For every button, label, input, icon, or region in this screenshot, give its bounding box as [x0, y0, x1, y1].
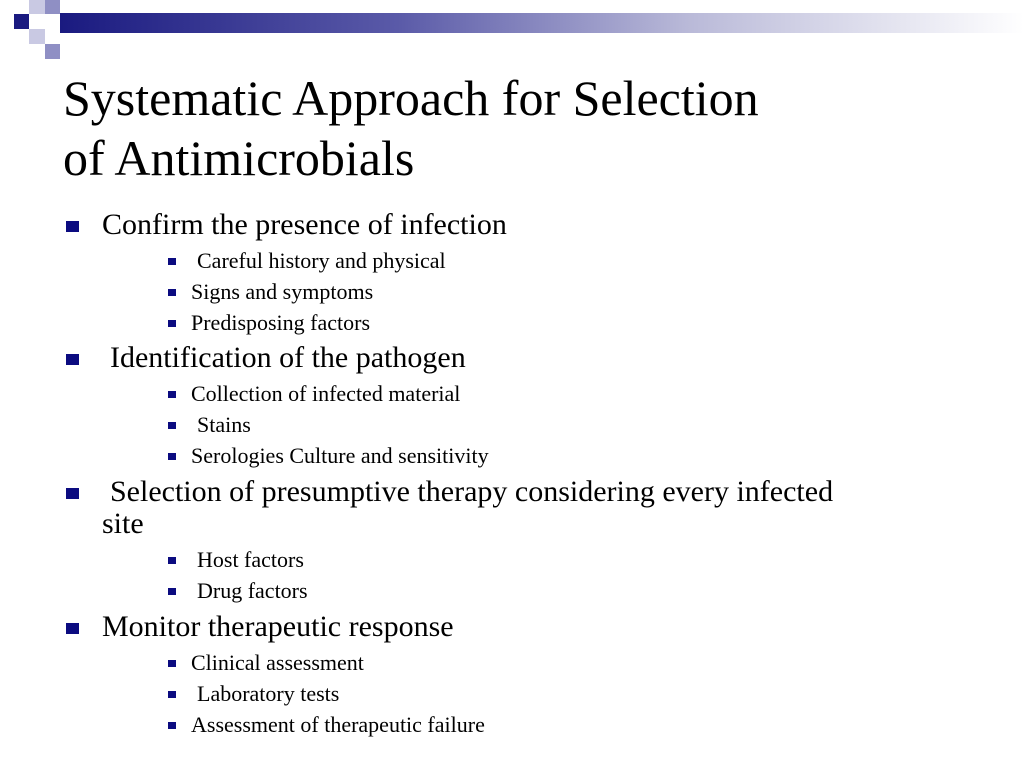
square-bullet-icon	[66, 221, 79, 232]
square-bullet-icon	[168, 660, 176, 667]
bullet-text: Monitor therapeutic response	[102, 610, 454, 643]
square-bullet-icon	[168, 258, 176, 265]
slide-title-line-2: of Antimicrobials	[63, 130, 415, 186]
sub-bullet-text: Drug factors	[197, 578, 308, 603]
sub-bullet-item	[191, 713, 891, 737]
square-bullet-icon	[168, 422, 176, 429]
bullet-item	[102, 611, 902, 643]
sub-bullet-text: Laboratory tests	[197, 681, 340, 706]
bullet-item	[102, 476, 882, 540]
square-bullet-icon	[66, 488, 79, 499]
square-bullet-icon	[168, 557, 176, 564]
sub-bullet-text: Signs and symptoms	[191, 279, 374, 304]
square-bullet-icon	[168, 391, 176, 398]
sub-bullet-item	[191, 682, 891, 706]
sub-bullet-item	[191, 413, 891, 437]
slide-title-line-1: Systematic Approach for Selection	[63, 70, 759, 126]
sub-bullet-item	[191, 548, 891, 572]
square-bullet-icon	[66, 623, 79, 634]
bullet-text: Selection of presumptive therapy considering every infected site	[102, 475, 834, 540]
sub-bullet-item	[191, 579, 891, 603]
square-bullet-icon	[168, 722, 176, 729]
sub-bullet-item	[191, 311, 891, 335]
sub-bullet-text: Serologies Culture and sensitivity	[191, 443, 489, 468]
square-bullet-icon	[168, 453, 176, 460]
sub-bullet-item	[191, 651, 891, 675]
square-bullet-icon	[168, 289, 176, 296]
sub-bullet-text: Host factors	[197, 547, 304, 572]
sub-bullet-text: Collection of infected material	[191, 381, 461, 406]
sub-bullet-text: Stains	[197, 412, 251, 437]
square-bullet-icon	[168, 320, 176, 327]
bullet-text: Confirm the presence of infection	[102, 208, 507, 241]
sub-bullet-text: Careful history and physical	[197, 248, 446, 273]
sub-bullet-item	[191, 382, 891, 406]
sub-bullet-text: Clinical assessment	[191, 650, 364, 675]
square-bullet-icon	[168, 588, 176, 595]
sub-bullet-text: Assessment of therapeutic failure	[191, 712, 485, 737]
bullet-item	[102, 342, 902, 374]
sub-bullet-text: Predisposing factors	[191, 310, 371, 335]
bullet-text: Identification of the pathogen	[110, 341, 466, 374]
sub-bullet-item	[191, 280, 891, 304]
bullet-item	[102, 209, 902, 241]
sub-bullet-item	[191, 249, 891, 273]
square-bullet-icon	[168, 691, 176, 698]
sub-bullet-item	[191, 444, 891, 468]
square-bullet-icon	[66, 354, 79, 365]
